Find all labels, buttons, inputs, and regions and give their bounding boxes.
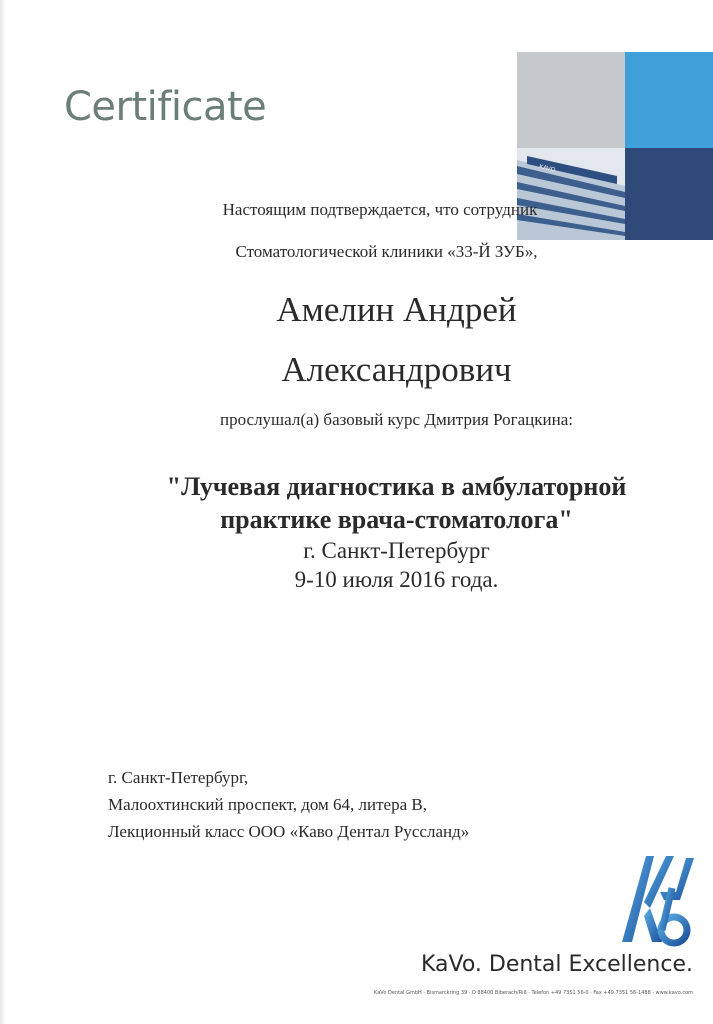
decor-blue-block bbox=[625, 52, 713, 148]
building-photo bbox=[517, 148, 625, 240]
address-line-2: Малоохтинский проспект, дом 64, литера В, bbox=[108, 795, 427, 814]
brand-slogan: KaVo. Dental Excellence. bbox=[420, 952, 693, 977]
recipient-patronymic: Александрович bbox=[281, 350, 512, 389]
course-city: г. Санкт-Петербург bbox=[303, 538, 490, 563]
decor-grey-block bbox=[517, 52, 625, 148]
kavo-logo-icon bbox=[616, 852, 696, 948]
address-line-1: г. Санкт-Петербург, bbox=[108, 768, 249, 787]
recipient-surname-given: Амелин Андрей bbox=[276, 290, 517, 329]
certificate-title: Certificate bbox=[64, 84, 267, 130]
page-edge-shadow bbox=[0, 0, 6, 1024]
course-title-line-1: "Лучевая диагностика в амбулаторной bbox=[166, 472, 627, 501]
intro-line-1: Настоящим подтверждается, что сотрудник bbox=[222, 200, 538, 219]
address-line-3: Лекционный класс ООО «Каво Дентал Руссланд» bbox=[108, 822, 470, 841]
course-title-line-2: практике врача-стоматолога" bbox=[220, 505, 573, 534]
intro-line-2: Стоматологической клиники «33-Й ЗУБ», bbox=[235, 242, 538, 261]
company-footer: KaVo Dental GmbH · Bismarckring 39 · D 88400 Biberach/Riß · Telefon +49 7351 56-0 · Fax +49 7351 56-1488 · www.kavo.com bbox=[374, 990, 693, 996]
course-date: 9-10 июля 2016 года. bbox=[294, 567, 499, 592]
decor-navy-block bbox=[625, 148, 713, 240]
course-intro: прослушал(а) базовый курс Дмитрия Рогацкина: bbox=[220, 410, 573, 429]
photo-sign-text: KAVO bbox=[538, 164, 556, 174]
